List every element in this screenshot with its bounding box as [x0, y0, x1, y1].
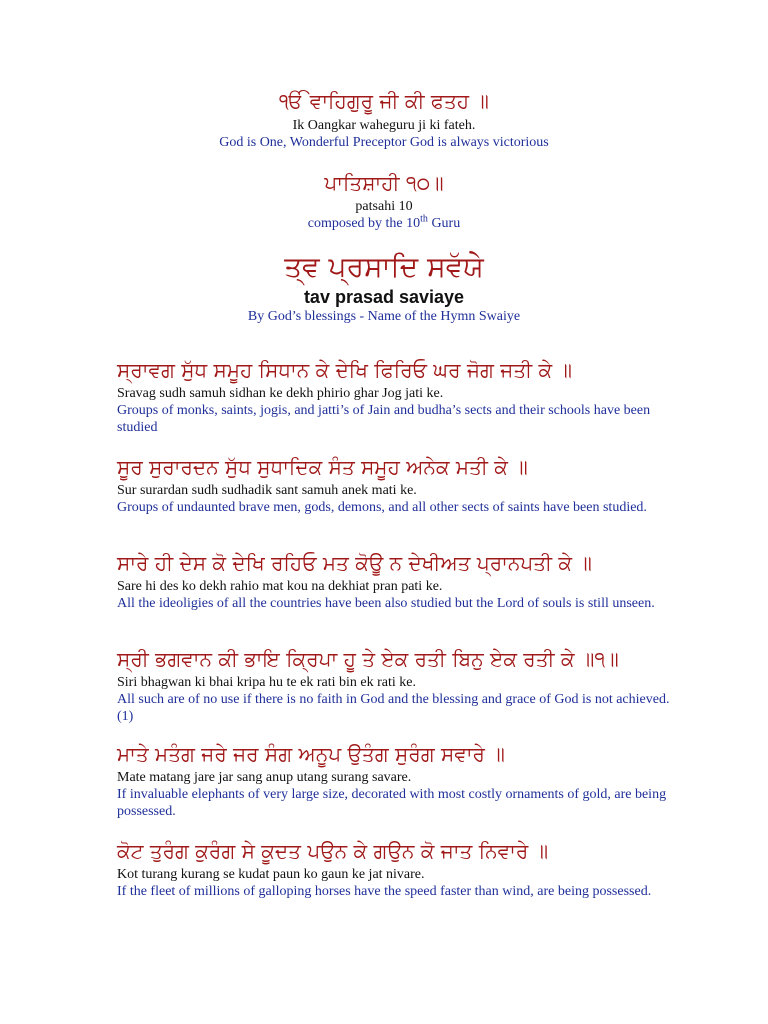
verse-gurmukhi: ਸ੍ਰੀ ਭਗਵਾਨ ਕੀ ਭਾਇ ਕ੍ਰਿਪਾ ਹੂ ਤੇ ਏਕ ਰਤੀ ਬਿਨੁ ਏਕ ਰਤੀ ਕੇ ॥੧॥: [117, 647, 619, 671]
verse-transliteration: Siri bhagwan ki bhai kripa hu te ek rati bin ek rati ke.: [117, 675, 416, 690]
hymn-title-block: [0, 248, 768, 325]
verse-gurmukhi: ਮਾਤੇ ਮਤੰਗ ਜਰੇ ਜਰ ਸੰਗ ਅਨੂਪ ਉਤੰਗ ਸੁਰੰਗ ਸਵਾਰੇ ॥: [117, 742, 505, 766]
invocation-transliteration: Ik Oangkar waheguru ji ki fateh.: [292, 118, 476, 133]
ordinal-suffix: th: [420, 213, 428, 225]
verse-5: [117, 740, 677, 820]
authorship-gurmukhi: ਪਾਤਿਸ਼ਾਹੀ ੧੦॥: [324, 171, 444, 195]
verse-translation: All such are of no use if there is no faith in God and the blessing and grace of God is not achieved. (1): [117, 692, 670, 724]
authorship-transliteration: patsahi 10: [355, 199, 413, 214]
verse-gurmukhi: ਕੋਟ ਤੁਰੰਗ ਕੁਰੰਗ ਸੇ ਕੂਦਤ ਪਉਨ ਕੇ ਗਉਨ ਕੋ ਜਾਤ ਨਿਵਾਰੇ ॥: [117, 839, 549, 863]
authorship-translation: [0, 215, 768, 232]
verse-4: [117, 645, 677, 725]
verse-translation: Groups of monks, saints, jogis, and jatti’s of Jain and budha’s sects and their schools have been studied: [117, 403, 651, 435]
verse-1: [117, 356, 677, 436]
verse-translation: If the fleet of millions of galloping horses have the speed faster than wind, are being possessed.: [117, 884, 652, 899]
verse-2: [117, 453, 677, 516]
verse-translation: All the ideoligies of all the countries have been also studied but the Lord of souls is still unseen.: [117, 596, 655, 611]
hymn-title-transliteration: tav prasad saviaye: [303, 287, 465, 307]
verse-transliteration: Sravag sudh samuh sidhan ke dekh phirio ghar Jog jati ke.: [117, 386, 444, 401]
invocation-translation: God is One, Wonderful Preceptor God is always victorious: [219, 135, 549, 150]
authorship-translation-text: composed by the 10: [307, 216, 421, 231]
verse-3: [117, 549, 677, 612]
verse-translation: If invaluable elephants of very large size, decorated with most costly ornaments of gold, are being possessed.: [117, 787, 667, 819]
invocation-gurmukhi: ੴ ਵਾਹਿਗੁਰੂ ਜੀ ਕੀ ਫਤਹ ॥: [279, 89, 489, 113]
authorship-translation-tail: Guru: [427, 216, 461, 231]
verse-translation: Groups of undaunted brave men, gods, demons, and all other sects of saints have been studied.: [117, 500, 647, 515]
verse-6: [117, 837, 677, 900]
hymn-title-translation: By God’s blessings - Name of the Hymn Swaiye: [247, 309, 521, 324]
verse-transliteration: Kot turang kurang se kudat paun ko gaun ke jat nivare.: [117, 867, 425, 882]
verse-transliteration: Mate matang jare jar sang anup utang surang savare.: [117, 770, 412, 785]
authorship-block: [0, 170, 768, 232]
invocation-block: [0, 87, 768, 151]
verse-transliteration: Sur surardan sudh sudhadik sant samuh anek mati ke.: [117, 483, 417, 498]
verse-gurmukhi: ਸਾਰੇ ਹੀ ਦੇਸ ਕੋ ਦੇਖਿ ਰਹਿਓ ਮਤ ਕੋਊ ਨ ਦੇਖੀਅਤ ਪ੍ਰਾਨਪਤੀ ਕੇ ॥: [117, 551, 592, 575]
hymn-title-gurmukhi: ਤ੍ਵ ਪ੍ਰਸਾਦਿ ਸਵੱਯੇ: [284, 250, 484, 283]
verse-gurmukhi: ਸੂਰ ਸੁਰਾਰਦਨ ਸੁੱਧ ਸੁਧਾਦਿਕ ਸੰਤ ਸਮੂਹ ਅਨੇਕ ਮਤੀ ਕੇ ॥: [117, 455, 528, 479]
verse-transliteration: Sare hi des ko dekh rahio mat kou na dekhiat pran pati ke.: [117, 579, 443, 594]
verse-gurmukhi: ਸ੍ਰਾਵਗ ਸੁੱਧ ਸਮੂਹ ਸਿਧਾਨ ਕੇ ਦੇਖਿ ਫਿਰਿਓ ਘਰ ਜੋਗ ਜਤੀ ਕੇ ॥: [117, 358, 572, 382]
